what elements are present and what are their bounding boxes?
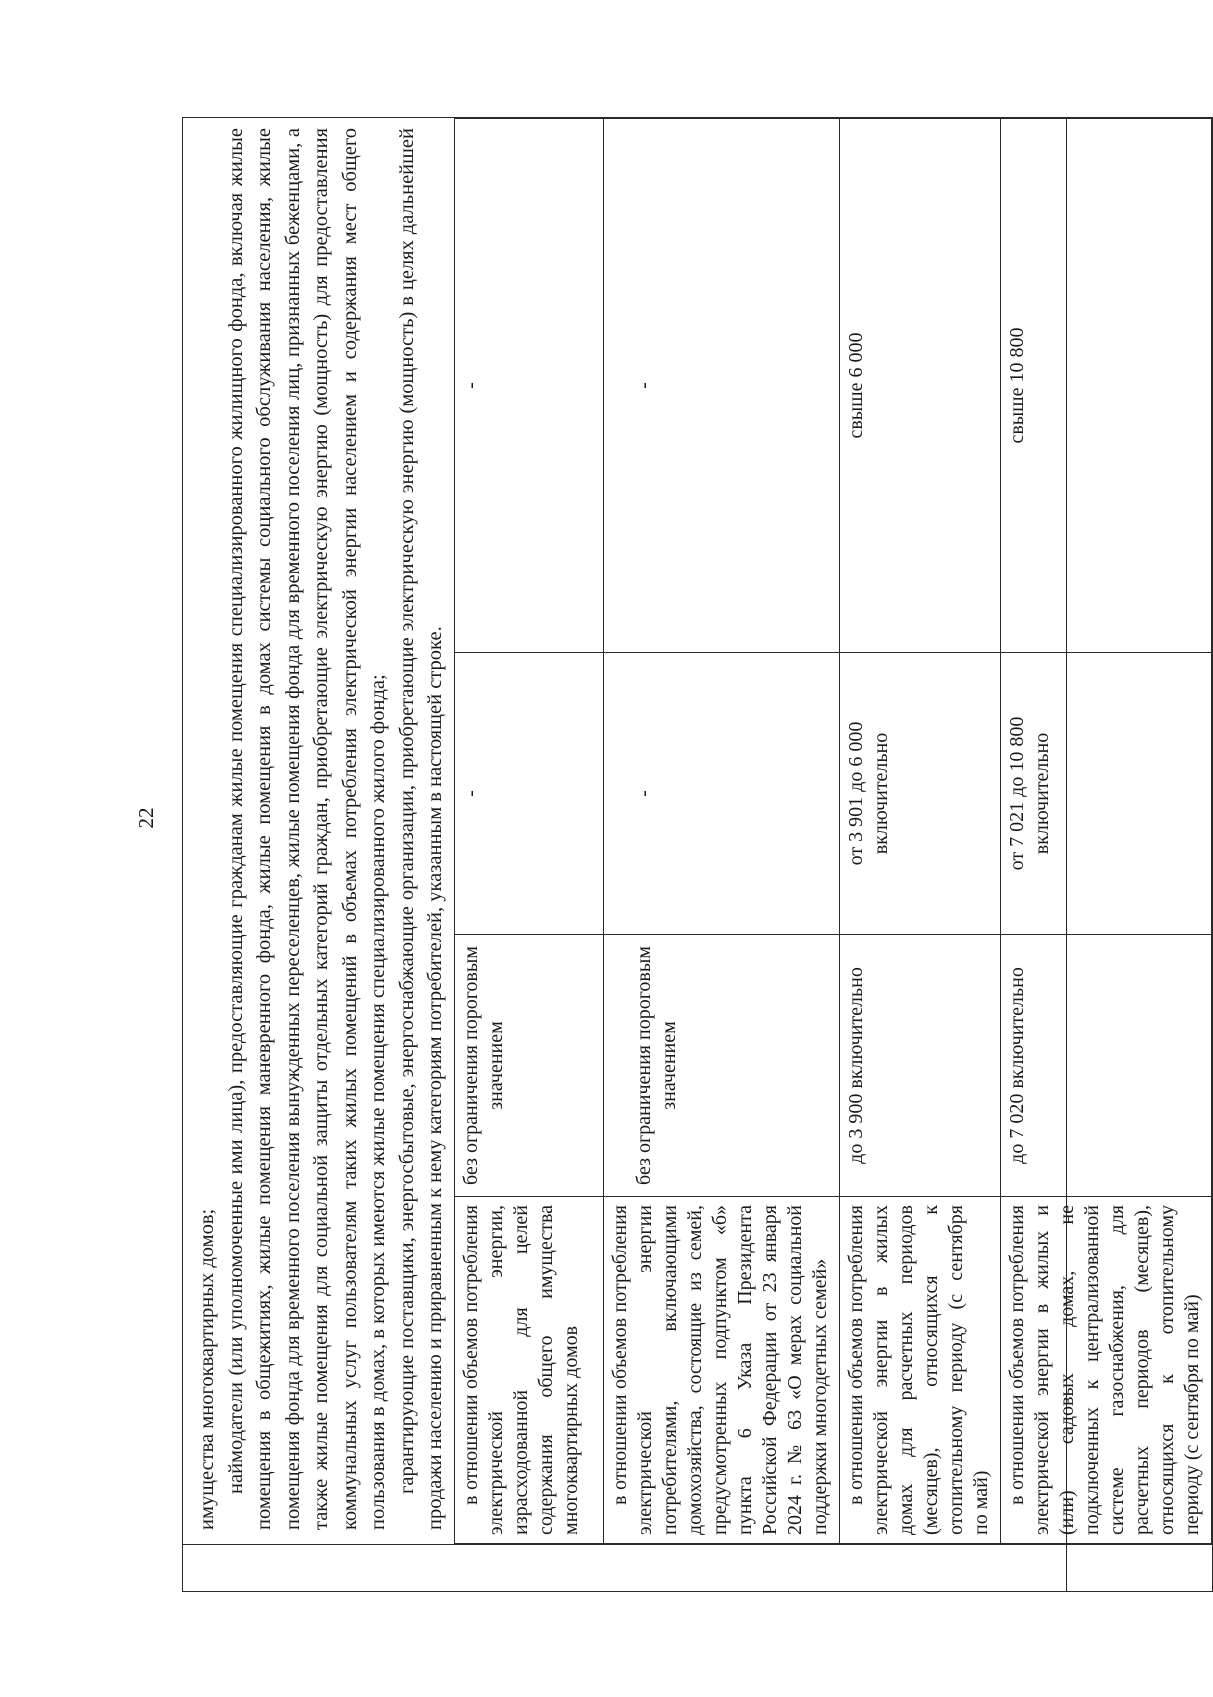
table-body-cell [183,118,1213,1545]
row-threshold-1: до 7 020 включительно [1000,935,1211,1197]
row-threshold-2: от 3 901 до 6 000 включительно [839,653,1000,935]
table-row [603,119,839,1544]
row-threshold-3: - [454,119,603,653]
row-description: в отношении объемов потребления электрической энергии в жилых и (или) садовых домах, не подключенных к централизованной системе газоснабжения, для расчетных периодов (месяцев), относящихся к отопительному периоду (с сентября по май) [1000,1197,1211,1544]
row-description: в отношении объемов потребления электрической энергии потребителями, включающими домохозяйства, состоящие из семей, предусмотренных подпунктом «б» пункта 6 Указа Президента Российской Федерации от 23 января 2024 г. № 63 «О мерах социальной поддержки многодетных семей» [603,1197,839,1544]
row-threshold-3: свыше 6 000 [839,119,1000,653]
table-row [454,119,603,1544]
table-row [839,119,1000,1544]
row-description: в отношении объемов потребления электрической энергии в жилых домах для расчетных периодов (месяцев), относящихся к отопительному периоду (с сентября по май) [839,1197,1000,1544]
row-threshold-2: - [454,653,603,935]
row-threshold-3: свыше 10 800 [1000,119,1211,653]
tariff-table [182,117,1213,1592]
preface-paragraph: наймодатели (или уполномоченные ими лица), предоставляющие гражданам жилые помещения специализированного жилищного фонда, включая жилые помещения в общежитиях, жилые помещения маневренного фонда, жилые помещения в домах системы социального обслуживания населения, жилые помещения фонда для временного поселения вынужденных переселенцев, жилые помещения фонда для временного поселения лиц, признанных беженцами, а также жилые помещения для социальной защиты отдельных категорий граждан, приобретающие электрическую энергию (мощность) для предоставления коммунальных услуг пользователям таких жилых помещений в объемах потребления электрической энергии населением и содержания мест общего пользования в домах, в которых имеются жилые помещения специализированного жилого фонда; [224,128,389,1530]
row-description: в отношении объемов потребления электрической энергии, израсходованной для целей содержания общего имущества многоквартирных домов [454,1197,603,1544]
row-threshold-1: без ограничения пороговым значением [454,935,603,1197]
page-number: 22 [134,807,158,829]
row-threshold-1: до 3 900 включительно [839,935,1000,1197]
row-threshold-2: от 7 021 до 10 800 включительно [1000,653,1211,935]
preface-line: имущества многоквартирных домов; [196,1208,218,1530]
preface-text [183,118,450,1544]
consumption-table [454,118,1212,1544]
table-row [1000,119,1211,1544]
row-threshold-1: без ограничения пороговым значением [603,935,839,1197]
rotated-document-content [182,117,1203,1592]
preface-paragraph: гарантирующие поставщики, энергосбытовые, энергоснабжающие организации, приобретающие электрическую энергию (мощность) в целях дальнейшей продажи населению и приравненным к нему категориям потребителей, указанным в настоящей строке. [395,128,446,1530]
row-threshold-2: - [603,653,839,935]
row-number-column [183,1545,1213,1592]
row-threshold-3: - [603,119,839,653]
